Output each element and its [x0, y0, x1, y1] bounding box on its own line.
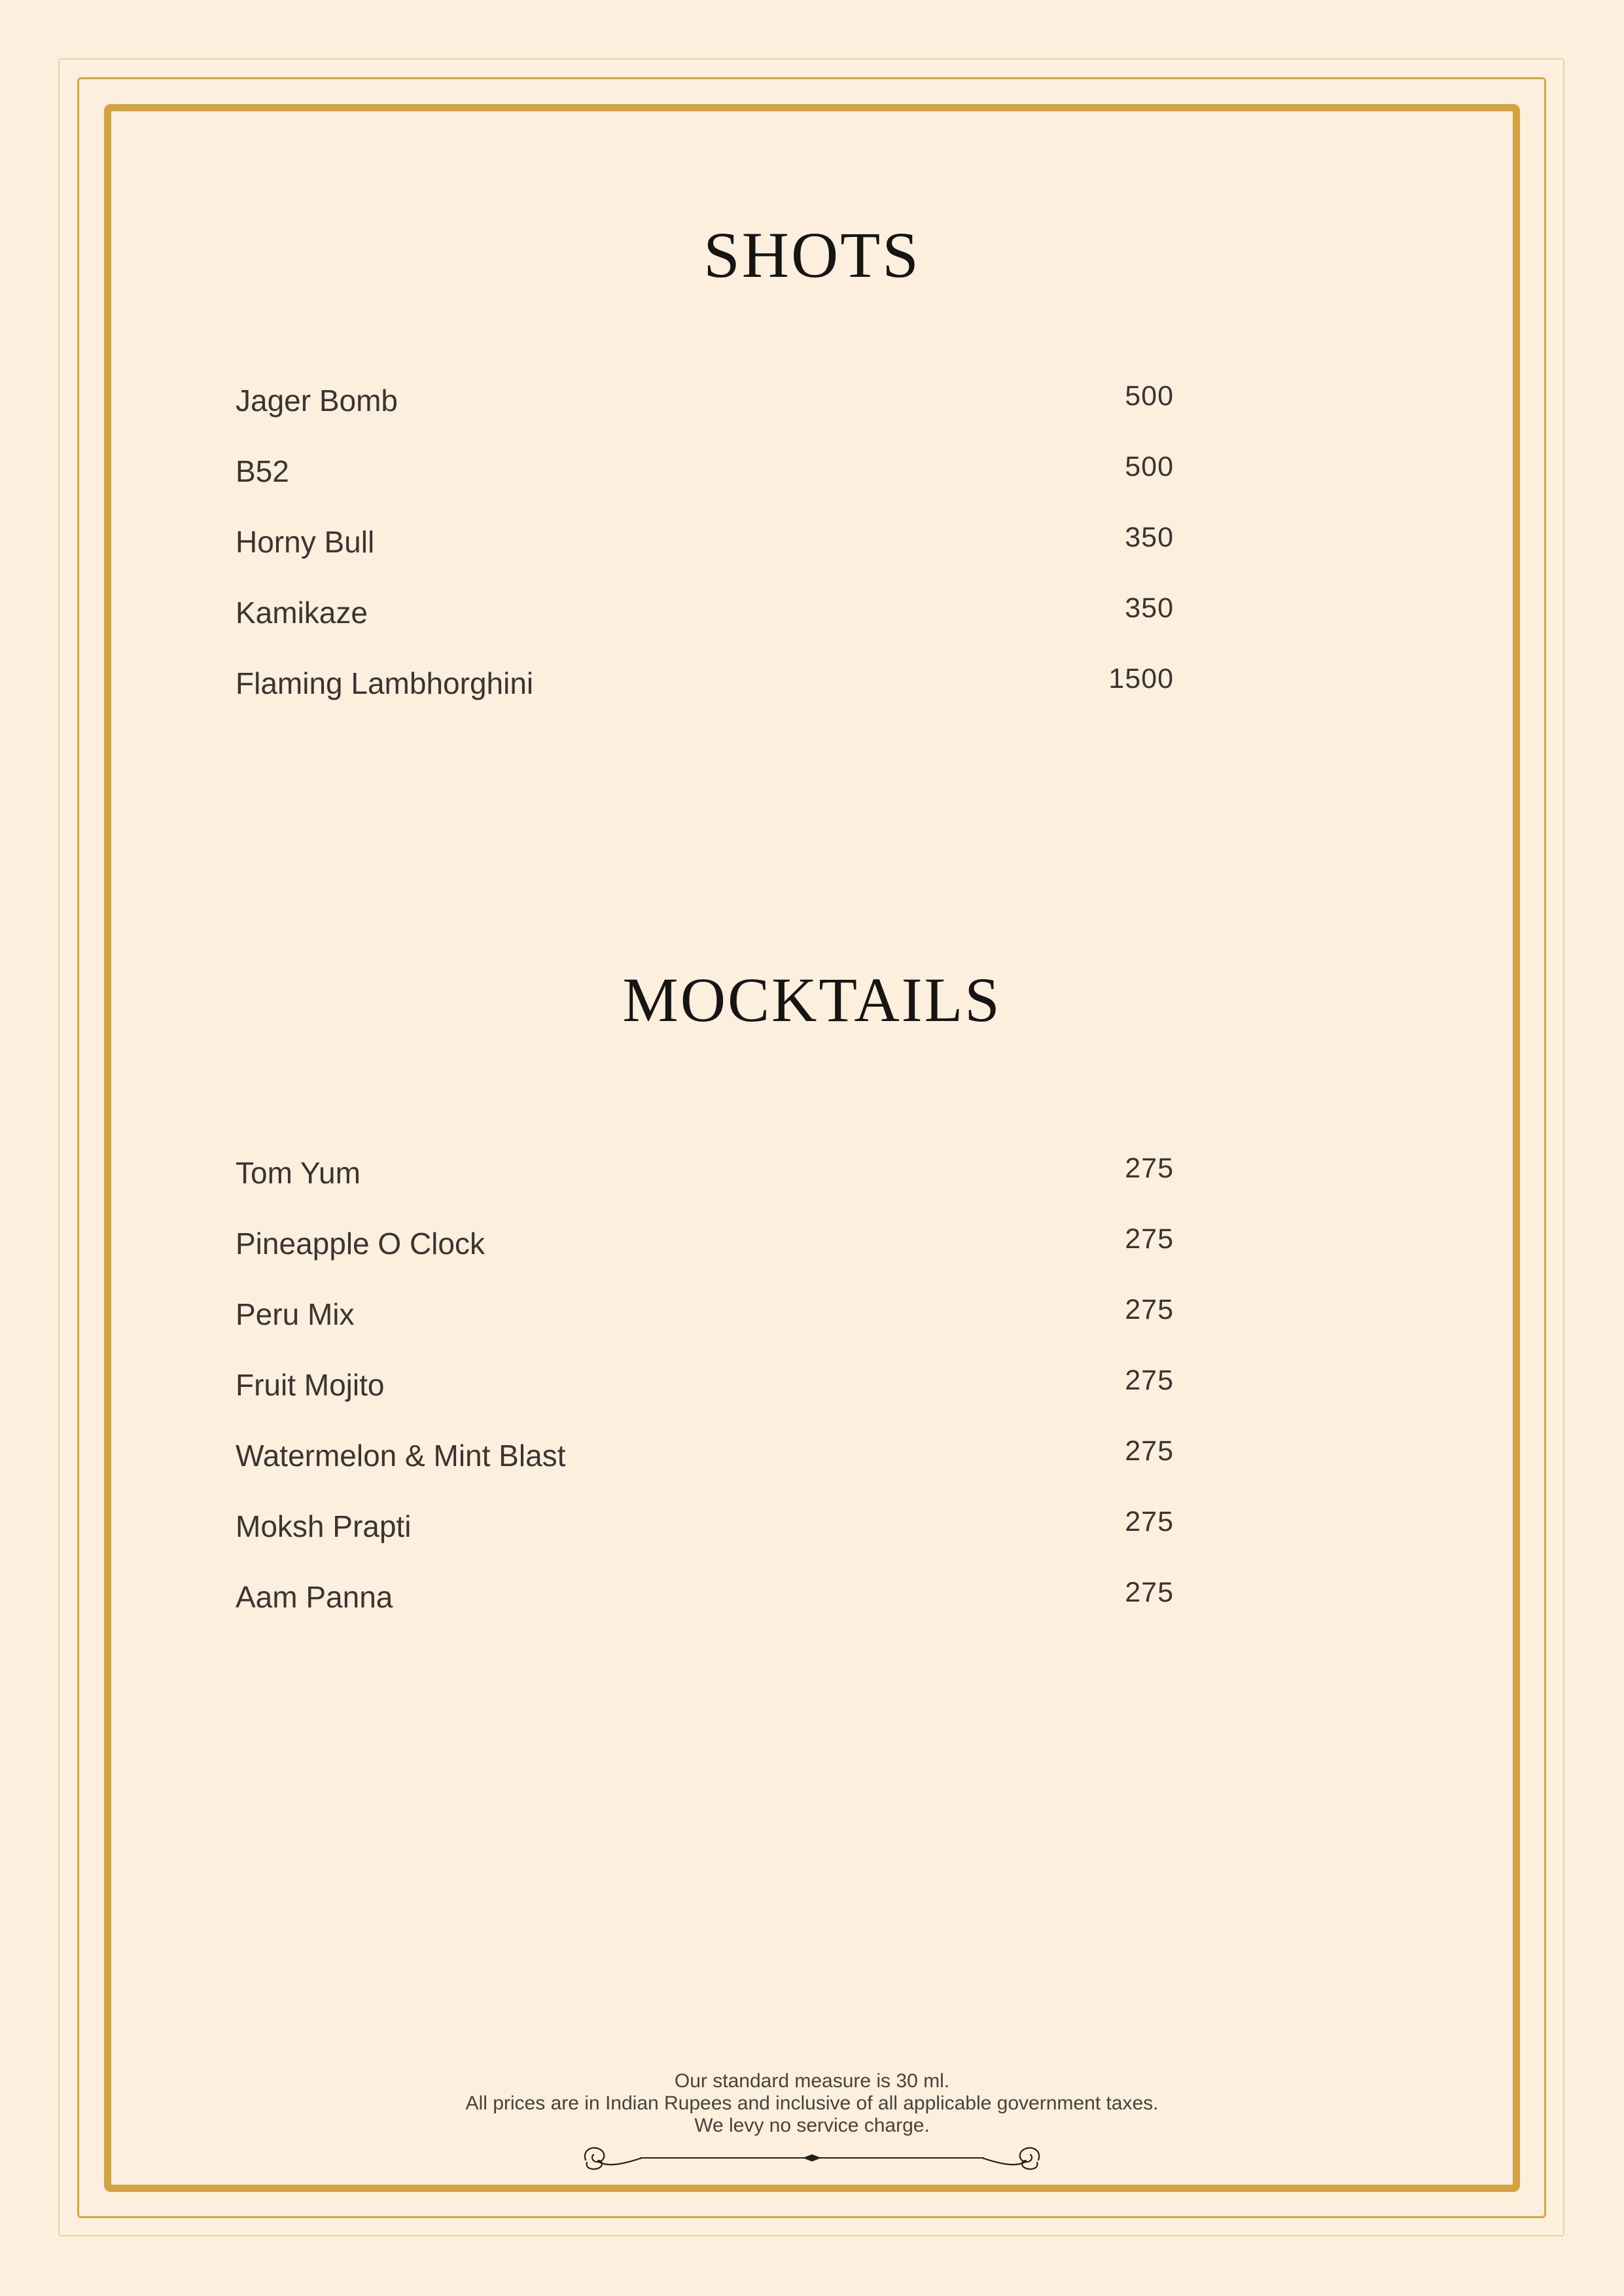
- menu-row: [236, 592, 1174, 668]
- menu-row: [236, 1506, 1174, 1581]
- item-price: 350: [1125, 522, 1174, 553]
- menu-row: [236, 663, 1174, 738]
- item-price: 1500: [1108, 663, 1174, 694]
- mocktails-list: [236, 1153, 1174, 1652]
- item-name: Horny Bull: [236, 525, 375, 559]
- menu-row: [236, 1294, 1174, 1369]
- item-price: 275: [1125, 1294, 1174, 1325]
- section-title-shots: SHOTS: [703, 219, 921, 291]
- item-price: 350: [1125, 592, 1174, 624]
- menu-row: [236, 451, 1174, 526]
- item-name: Jager Bomb: [236, 384, 398, 418]
- scroll-curl-icon: [982, 2148, 1039, 2170]
- item-price: 275: [1125, 1153, 1174, 1184]
- item-price: 275: [1125, 1365, 1174, 1396]
- menu-row: [236, 1435, 1174, 1511]
- item-name: Kamikaze: [236, 596, 368, 630]
- item-name: Fruit Mojito: [236, 1368, 385, 1402]
- scroll-curl-icon: [585, 2148, 642, 2170]
- item-name: Watermelon & Mint Blast: [236, 1439, 566, 1473]
- item-price: 500: [1125, 451, 1174, 482]
- section-title-mocktails: MOCKTAILS: [622, 965, 1002, 1035]
- item-price: 500: [1125, 380, 1174, 412]
- footer-line-taxes: All prices are in Indian Rupees and inclusive of all applicable government taxes.: [465, 2092, 1159, 2114]
- footer-line-service: We levy no service charge.: [694, 2115, 930, 2136]
- item-name: Moksh Prapti: [236, 1509, 412, 1543]
- menu-row: [236, 380, 1174, 456]
- divider-flourish: [579, 2143, 1045, 2172]
- item-name: Pineapple O Clock: [236, 1227, 485, 1261]
- menu-row: [236, 1153, 1174, 1228]
- menu-row: [236, 522, 1174, 597]
- menu-row: [236, 1365, 1174, 1440]
- item-price: 275: [1125, 1223, 1174, 1255]
- footer-line-measure: Our standard measure is 30 ml.: [674, 2070, 950, 2092]
- item-name: Aam Panna: [236, 1580, 393, 1614]
- diamond-icon: [803, 2155, 821, 2162]
- item-price: 275: [1125, 1506, 1174, 1537]
- item-name: Flaming Lambhorghini: [236, 666, 534, 700]
- shots-list: [236, 380, 1174, 738]
- item-price: 275: [1125, 1435, 1174, 1467]
- footer-note: [0, 2070, 1624, 2137]
- menu-row: [236, 1223, 1174, 1299]
- item-name: Peru Mix: [236, 1297, 355, 1331]
- item-price: 275: [1125, 1577, 1174, 1608]
- menu-row: [236, 1577, 1174, 1652]
- item-name: B52: [236, 454, 289, 488]
- item-name: Tom Yum: [236, 1156, 361, 1190]
